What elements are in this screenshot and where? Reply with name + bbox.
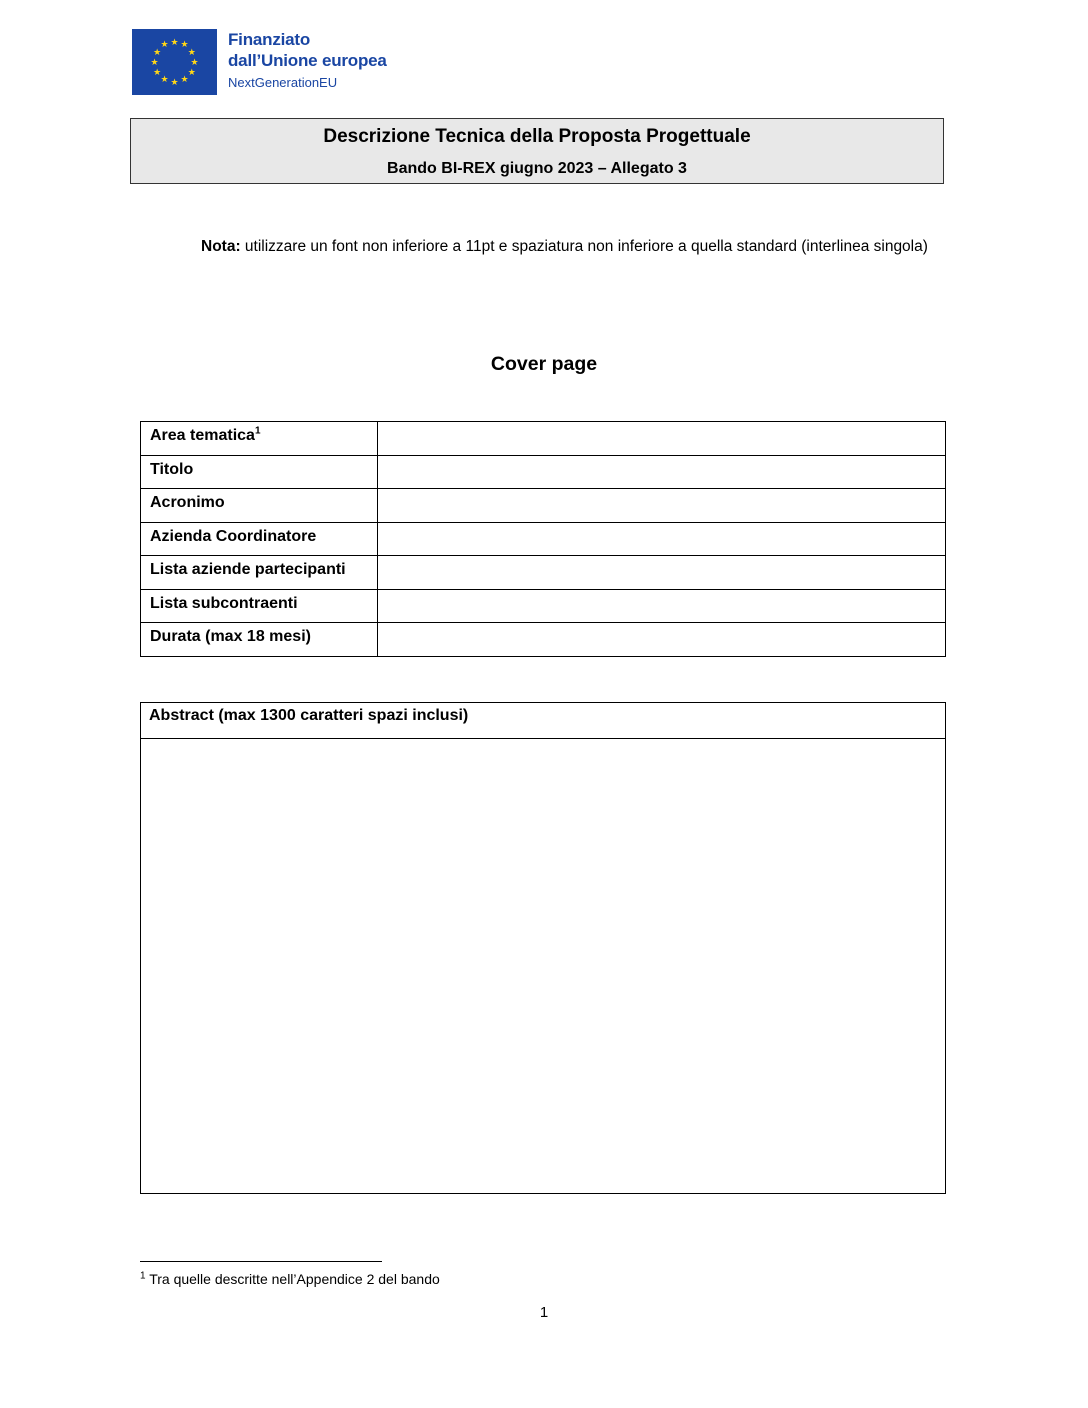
row-label-lista-aziende: Lista aziende partecipanti [141,556,378,590]
star-icon: ★ [170,36,179,47]
star-icon: ★ [170,76,179,87]
cover-table [140,421,946,657]
table-row [141,522,946,556]
footnote-number: 1 [140,1270,146,1282]
eu-flag-icon [132,29,217,95]
table-row [141,489,946,523]
table-row [141,623,946,657]
lista-aziende-field[interactable] [378,556,946,590]
row-label-text: Area tematica [150,427,255,444]
star-icon: ★ [153,66,162,77]
document-subtitle: Bando BI-REX giugno 2023 – Allegato 3 [387,160,687,177]
page-number: 1 [539,1304,549,1321]
star-icon: ★ [180,39,189,50]
table-row [141,556,946,590]
star-icon: ★ [187,66,196,77]
star-icon: ★ [160,73,169,84]
row-label-azienda-coordinatore: Azienda Coordinatore [141,522,378,556]
logo-line-1: Finanziato [228,30,311,49]
acronimo-field[interactable] [378,489,946,523]
star-icon: ★ [187,46,196,57]
lista-subcontraenti-field[interactable] [378,589,946,623]
table-row [141,589,946,623]
logo-text [228,29,387,92]
abstract-label: Abstract (max 1300 caratteri spazi inclusi) [141,703,945,739]
footnote-ref: 1 [254,425,261,437]
titolo-field[interactable] [378,455,946,489]
note-text: utilizzare un font non inferiore a 11pt e spaziatura non inferiore a quella standard (interlinea singola) [240,238,928,255]
table-row [141,422,946,456]
row-label-area-tematica [141,422,378,456]
logo-line-3: NextGenerationEU [228,75,338,90]
footnote [140,1271,440,1287]
document-title-box [130,118,944,184]
star-icon: ★ [190,56,199,67]
durata-field[interactable] [378,623,946,657]
star-icon: ★ [160,39,169,50]
row-label-durata: Durata (max 18 mesi) [141,623,378,657]
row-label-titolo: Titolo [141,455,378,489]
star-icon: ★ [180,73,189,84]
abstract-textarea[interactable] [141,739,945,1193]
formatting-note [201,236,947,258]
eu-funding-logo [132,29,387,95]
row-label-acronimo: Acronimo [141,489,378,523]
row-label-lista-subcontraenti: Lista subcontraenti [141,589,378,623]
logo-line-2: dall’Unione europea [228,51,387,70]
footnote-text: Tra quelle descritte nell’Appendice 2 del bando [145,1271,440,1287]
cover-page-heading: Cover page [490,353,598,375]
area-tematica-field[interactable] [378,422,946,456]
document-title: Descrizione Tecnica della Proposta Progettuale [323,126,751,147]
footnote-divider [140,1261,382,1262]
note-label: Nota: [201,238,241,255]
star-icon: ★ [153,46,162,57]
table-row [141,455,946,489]
azienda-coordinatore-field[interactable] [378,522,946,556]
abstract-box [140,702,946,1194]
star-icon: ★ [150,56,159,67]
